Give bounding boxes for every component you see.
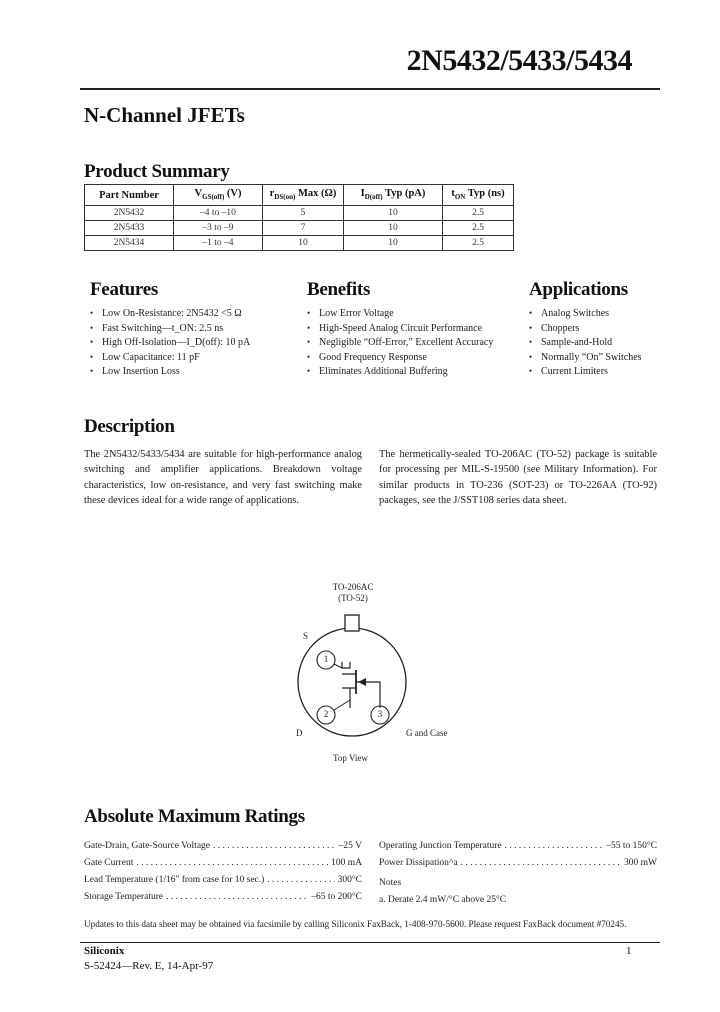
rating-value: –25 V (338, 841, 362, 851)
notes-title: Notes (379, 878, 402, 888)
jfet-terminals (342, 674, 356, 688)
source-lead (342, 662, 350, 668)
ratings-heading: Absolute Maximum Ratings (84, 806, 305, 827)
col-ton: $t_{ON}$ Typ (ns) (443, 185, 514, 206)
product-summary-table (84, 184, 514, 251)
rating-value: –65 to 200°C (311, 892, 362, 902)
rating-label: Storage Temperature (84, 892, 164, 902)
description-left: The 2N5432/5433/5434 are suitable for high-performance analog switching and amplifier applications. Breakdown voltage characteristics, low on-resistance, and very fast switching make these devices ideal for a wide range of applications. (84, 449, 362, 507)
rating-label: Operating Junction Temperature (379, 841, 502, 851)
cell: 10 (344, 236, 443, 251)
benefits-heading: Benefits (307, 279, 371, 300)
list-item: • Normally “On” Switches (529, 350, 642, 365)
list-item: • Low On-Resistance: 2N5432 <5 Ω (90, 306, 250, 321)
rating-label: Gate-Drain, Gate-Source Voltage (84, 841, 211, 851)
rating-row (84, 838, 362, 855)
cell: 5 (263, 206, 344, 221)
header-rule (80, 88, 660, 90)
package-name: TO-206AC (332, 582, 374, 592)
applications-heading: Applications (529, 279, 628, 300)
list-item: • Current Limiters (529, 364, 642, 379)
rating-row (84, 872, 362, 889)
cell: 7 (263, 221, 344, 236)
table-header-row (85, 185, 514, 206)
col-vgs-off: $V_{GS(off)}$ (V) (174, 185, 263, 206)
footer-page-number: 1 (626, 945, 632, 957)
page-subtitle: N-Channel JFETs (84, 103, 245, 127)
rating-row (379, 838, 657, 855)
to206ac-pinout-diagram (290, 600, 410, 750)
ratings-left (84, 838, 362, 906)
rating-label: Lead Temperature (1/16" from case for 10 sec.) (84, 875, 265, 885)
cell: 10 (344, 221, 443, 236)
list-item: • High-Speed Analog Circuit Performance (307, 321, 493, 336)
pin-3-number: 3 (377, 709, 383, 719)
cell: 10 (263, 236, 344, 251)
rating-row (379, 855, 657, 872)
cell: –3 to –9 (174, 221, 263, 236)
rating-value: 300 mW (624, 858, 657, 868)
rating-row (84, 889, 362, 906)
list-item: • Good Frequency Response (307, 350, 493, 365)
pin-d-label: D (296, 728, 303, 738)
rating-label: Gate Current (84, 858, 134, 868)
gate-arrow (358, 678, 366, 686)
pin-g-label: G and Case (406, 728, 448, 738)
part-number-title: 2N5432/5433/5434 (406, 44, 632, 77)
list-item: • Fast Switching—t_ON: 2.5 ns (90, 321, 250, 336)
col-rds-on: $r_{DS(on)}$ Max (Ω) (263, 185, 344, 206)
pin-1-number: 1 (323, 654, 329, 664)
footer-company: Siliconix (84, 945, 125, 957)
cell: 2.5 (443, 206, 514, 221)
features-heading: Features (90, 279, 158, 300)
list-item: • Low Insertion Loss (90, 364, 250, 379)
col-part-number: Part Number (85, 185, 174, 206)
rating-value: 300°C (337, 875, 362, 885)
gate-lead (356, 682, 380, 708)
rating-value: –55 to 150°C (606, 841, 657, 851)
table-row (85, 221, 514, 236)
product-summary-heading: Product Summary (84, 161, 230, 182)
list-item: • Negligible “Off-Error,” Excellent Accuracy (307, 335, 493, 350)
cell: 2N5433 (85, 221, 174, 236)
description-heading: Description (84, 416, 175, 437)
cell: 2.5 (443, 236, 514, 251)
footer-rule (80, 942, 660, 943)
note-a: a. Derate 2.4 mW/°C above 25°C (379, 895, 507, 905)
list-item: • Eliminates Additional Buffering (307, 364, 493, 379)
list-item: • Analog Switches (529, 306, 642, 321)
pin-2-wire (334, 700, 350, 710)
pin-1-wire (334, 664, 342, 668)
list-item: • Choppers (529, 321, 642, 336)
cell: –1 to –4 (174, 236, 263, 251)
description-right: The hermetically-sealed TO-206AC (TO-52) package is suitable for processing per MIL-S-19500 (see Military Information). For similar products in TO-236 (SOT-23) or TO-226AA (TO-92) packages, see the J/SST108 series data sheet. (379, 449, 657, 507)
footer-doc-number: S-52424—Rev. E, 14-Apr-97 (84, 960, 214, 972)
col-id-off: $I_{D(off)}$ Typ (pA) (344, 185, 443, 206)
ratings-right (379, 838, 657, 908)
applications-list (529, 306, 642, 379)
list-item: • Low Capacitance: 11 pF (90, 350, 250, 365)
list-item: • High Off-Isolation—I_D(off): 10 pA (90, 335, 250, 350)
benefits-list (307, 306, 493, 379)
rating-value: 100 mA (331, 858, 362, 868)
cell: 2.5 (443, 221, 514, 236)
pin-2-number: 2 (323, 709, 329, 719)
top-view-label: Top View (333, 753, 368, 763)
cell: –4 to –10 (174, 206, 263, 221)
rating-label: Power Dissipation^a (379, 858, 458, 868)
list-item: • Low Error Voltage (307, 306, 493, 321)
cell: 2N5434 (85, 236, 174, 251)
package-alt-name: (TO-52) (338, 593, 368, 603)
updates-note: Updates to this data sheet may be obtained via facsimile by calling Siliconix FaxBack, 1-408-970-5600. Please request FaxBack document #70245. (84, 919, 627, 929)
rating-row (84, 855, 362, 872)
package-outline (298, 628, 406, 736)
package-tab (345, 615, 359, 631)
cell: 2N5432 (85, 206, 174, 221)
cell: 10 (344, 206, 443, 221)
pin-s-label: S (303, 631, 309, 641)
table-row (85, 206, 514, 221)
table-row (85, 236, 514, 251)
list-item: • Sample-and-Hold (529, 335, 642, 350)
features-list (90, 306, 250, 379)
